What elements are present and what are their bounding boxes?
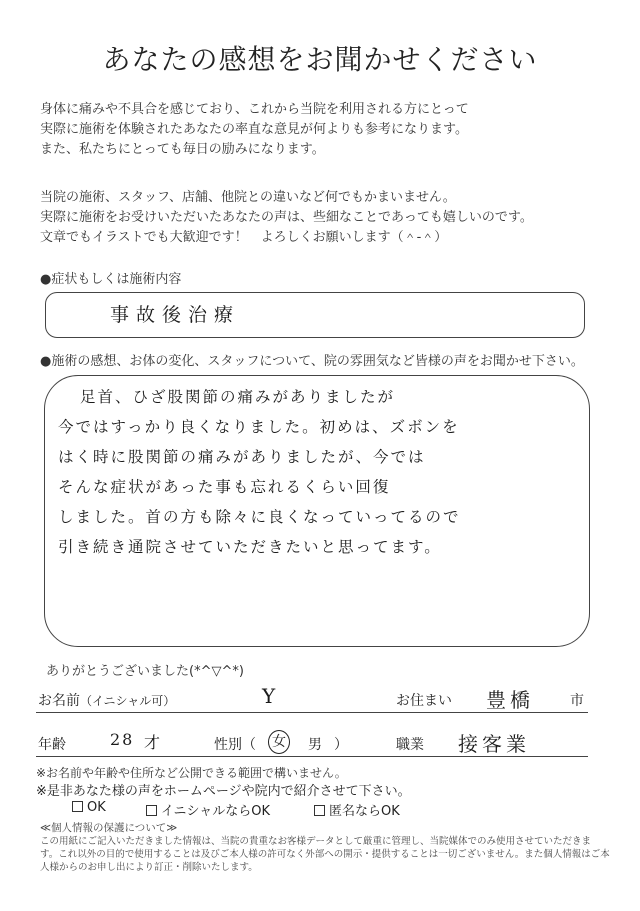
age-unit: 才 — [144, 733, 163, 752]
address-value: 豊橋 — [486, 688, 534, 712]
form-title: あなたの感想をお聞かせください — [102, 43, 538, 76]
gender-label: 性別（ — [214, 737, 256, 753]
privacy-line: す。これ以外の目的で使用することは及びご本人様の許可なく外部への開示・提供することは一切ございません。また個人情報はご本 — [40, 849, 610, 860]
intro-line: 当院の施術、スタッフ、店舗、他院との違いなど何でもかまいません。 — [40, 190, 456, 205]
impressions-line: 今ではすっかり良くなりました。初めは、ズボンを — [58, 418, 460, 436]
symptom-label: ●症状もしくは施術内容 — [40, 272, 182, 287]
consent-option-anonymous[interactable] — [314, 800, 400, 819]
privacy-line: 人様からのお申し出により訂正・削除いたします。 — [40, 862, 258, 873]
consent-option-initial[interactable] — [146, 800, 270, 819]
thanks-message: ありがとうございました(*^▽^*) — [46, 664, 244, 679]
consent-request: ※是非あなた様の声をホームページや院内で紹介させて下さい。 — [36, 784, 411, 799]
impressions-text — [58, 382, 461, 562]
privacy-heading: ≪個人情報の保護について≫ — [40, 822, 178, 834]
gender-female-circled: 女 — [268, 730, 290, 754]
checkbox-icon[interactable] — [314, 805, 325, 816]
occupation-label: 職業 — [396, 737, 424, 753]
impressions-line: 引き続き通院させていただきたいと思ってます。 — [58, 538, 442, 556]
intro-line: 文章でもイラストでも大歓迎です！ よろしくお願いします（＾-＾） — [40, 230, 448, 245]
impressions-label: ●施術の感想、お体の変化、スタッフについて、院の雰囲気など皆様の声をお聞かせ下さい。 — [40, 354, 584, 369]
occupation-value: 接客業 — [458, 732, 530, 756]
consent-option-label: イニシャルならOK — [161, 804, 270, 819]
intro-line: 実際に施術を体験されたあなたの率直な意見が何よりも参考になります。 — [40, 122, 468, 137]
intro-line: また、私たちにとっても毎日の励みになります。 — [40, 142, 325, 157]
impressions-line: 足首、ひざ股関節の痛みがありましたが — [80, 388, 396, 406]
gender-close: ） — [334, 737, 348, 753]
impressions-line: しました。首の方も除々に良くなっていってるので — [58, 508, 461, 526]
privacy-line: この用紙にご記入いただきました情報は、当院の貴重なお客様データとして厳重に管理し、当院媒体でのみ使用させていただきま — [40, 836, 592, 847]
privacy-notice — [40, 822, 610, 874]
intro-paragraph-2 — [40, 188, 533, 248]
consent-option-ok[interactable] — [72, 800, 106, 815]
name-row-line — [36, 712, 588, 713]
intro-paragraph-1 — [40, 100, 469, 160]
address-label: お住まい — [396, 693, 452, 709]
name-label-text: お名前 — [38, 693, 80, 709]
impressions-line: そんな症状があった事も忘れるくらい回復 — [58, 478, 391, 496]
address-suffix: 市 — [570, 693, 584, 709]
consent-option-label: 匿名ならOK — [329, 804, 400, 819]
age-value: 28 — [110, 730, 135, 749]
symptom-value: 事故後治療 — [110, 304, 241, 326]
intro-line: 身体に痛みや不具合を感じており、これから当院を利用される方にとって — [40, 102, 469, 117]
impressions-line: はく時に股関節の痛みがありましたが、今では — [58, 448, 426, 466]
age-label: 年齢 — [38, 737, 66, 753]
checkbox-icon[interactable] — [72, 801, 83, 812]
age-row-line — [36, 756, 588, 757]
name-value: Y — [262, 684, 278, 708]
consent-option-label: OK — [87, 800, 106, 815]
intro-line: 実際に施術をお受けいただいたあなたの声は、些細なことであっても嬉しいのです。 — [40, 210, 533, 225]
gender-female-option[interactable] — [268, 730, 290, 754]
name-note: （イニシャル可） — [80, 694, 176, 708]
checkbox-icon[interactable] — [146, 805, 157, 816]
name-label — [38, 690, 175, 710]
gender-male-option[interactable]: 男 — [308, 737, 322, 753]
publish-range-note: ※お名前や年齢や住所など公開できる範囲で構いません。 — [36, 766, 347, 780]
